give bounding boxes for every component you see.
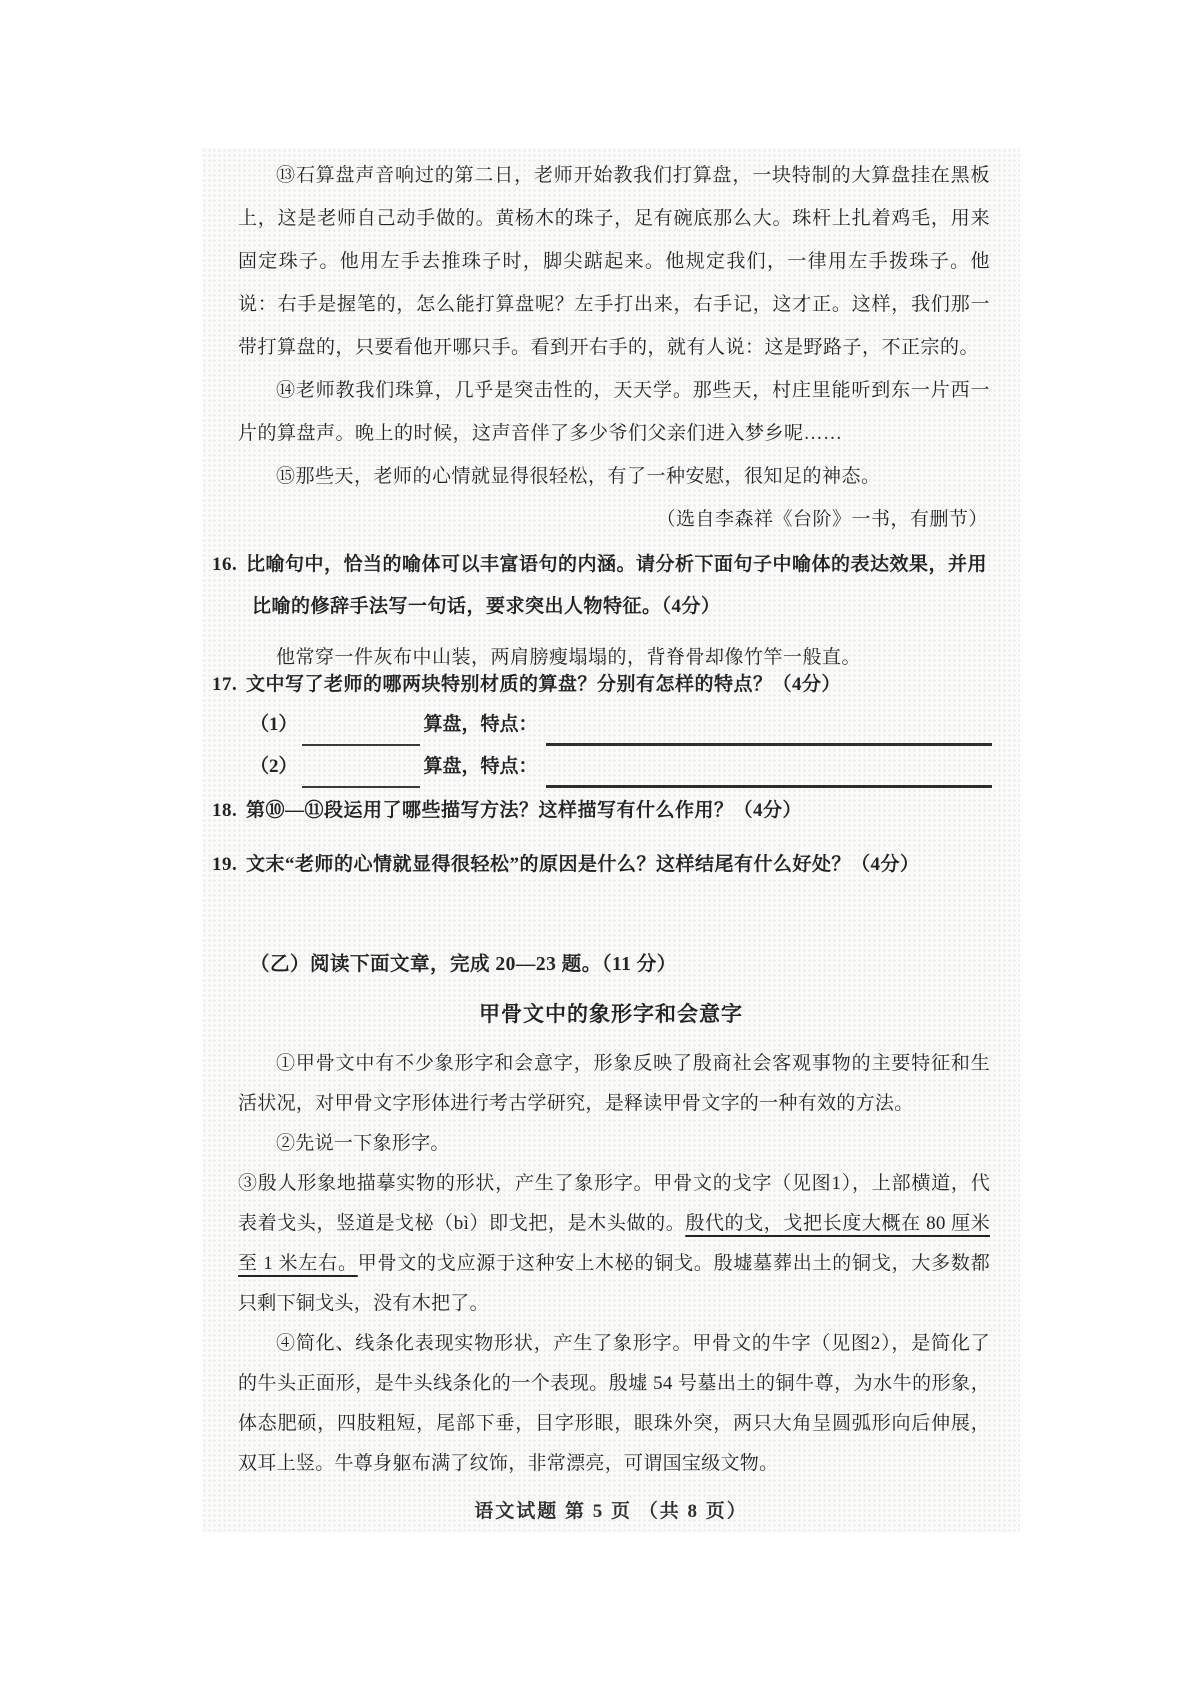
article-paragraph-3-underlined: 殷代的戈，戈把长度大概在 80 厘米至 1 米左右。 bbox=[238, 1213, 990, 1274]
question-17-number: 17. bbox=[212, 674, 238, 695]
question-19-text: 文末“老师的心情就显得很轻松”的原因是什么？这样结尾有什么好处？（4分） bbox=[246, 854, 920, 875]
question-17 bbox=[212, 664, 990, 706]
answer-blank-long bbox=[546, 712, 992, 746]
article-paragraph-3 bbox=[238, 1164, 990, 1324]
question-17-item-1 bbox=[250, 704, 992, 746]
section-yi-article-title: 甲骨文中的象形字和会意字 bbox=[479, 1002, 743, 1026]
article-paragraph-1-text: ①甲骨文中有不少象形字和会意字，形象反映了殷商社会客观事物的主要特征和生活状况，对甲骨文字形体进行考古学研究，是释读甲骨文字的一种有效的方法。 bbox=[238, 1053, 990, 1114]
question-19 bbox=[212, 844, 990, 886]
question-19-number: 19. bbox=[212, 854, 238, 875]
item-1-label: 算盘，特点： bbox=[423, 714, 538, 735]
question-16-text: 比喻句中，恰当的喻体可以丰富语句的内涵。请分析下面句子中喻体的表达效果，并用比喻的修辞手法写一句话，要求突出人物特征。（4分） bbox=[246, 554, 988, 617]
passage-paragraph-13: ⑬石算盘声音响过的第二日，老师开始教我们打算盘，一块特制的大算盘挂在黑板上，这是老师自己动手做的。黄杨木的珠子，足有碗底那么大。珠杆上扎着鸡毛，用来固定珠子。他用左手去推珠子时，脚尖踮起来。他规定我们，一律用左手拨珠子。他说：右手是握笔的，怎么能打算盘呢？左手打出来，右手记，这才正。这样，我们那一带打算盘的，只要看他开哪只手。看到开右手的，就有人说：这是野路子，不正宗的。 bbox=[238, 165, 990, 358]
article-paragraph-2 bbox=[238, 1124, 990, 1164]
answer-blank-long bbox=[546, 754, 992, 788]
answer-blank-short bbox=[302, 754, 420, 788]
question-17-item-2 bbox=[250, 746, 992, 788]
article-paragraph-2-text: ②先说一下象形字。 bbox=[276, 1133, 450, 1154]
passage-paragraph-14: ⑭老师教我们珠算，几乎是突击性的，天天学。那些天，村庄里能听到东一片西一片的算盘声。晚上的时候，这声音伴了多少爷们父亲们进入梦乡呢…… bbox=[238, 380, 990, 444]
question-17-text: 文中写了老师的哪两块特别材质的算盘？分别有怎样的特点？（4分） bbox=[246, 674, 842, 695]
article-paragraph-3-lead: ③殷人形象地描摹实物的形状，产生了象形字。甲骨文的戈字（见图1），上部横道，代表着戈头，竖道是戈柲（bì）即戈把，是木头做的。 bbox=[238, 1173, 990, 1234]
question-18 bbox=[212, 790, 990, 832]
question-18-number: 18. bbox=[212, 800, 238, 821]
question-16-number: 16. bbox=[212, 554, 238, 575]
passage-paragraph-15: ⑮那些天，老师的心情就显得很轻松，有了一种安慰，很知足的神态。 bbox=[276, 466, 881, 487]
question-16 bbox=[212, 544, 990, 628]
question-18-text: 第⑩—⑪段运用了哪些描写方法？这样描写有什么作用？（4分） bbox=[246, 800, 803, 821]
answer-blank-short bbox=[302, 712, 420, 746]
page-footer: 语文试题 第 5 页 （共 8 页） bbox=[474, 1501, 748, 1522]
item-2-prefix: （2） bbox=[250, 756, 298, 777]
exam-page bbox=[202, 148, 1020, 1532]
question-16-example-sentence: 他常穿一件灰布中山装，两肩膀瘦塌塌的，背脊骨却像竹竿一般直。 bbox=[276, 647, 862, 668]
source-attribution: （选自李森祥《台阶》一书，有删节） bbox=[656, 509, 988, 530]
item-2-label: 算盘，特点： bbox=[423, 756, 538, 777]
article-paragraph-1 bbox=[238, 1044, 990, 1124]
article-paragraph-3-tail: 甲骨文的戈应源于这种安上木柲的铜戈。殷墟墓葬出土的铜戈，大多数都只剩下铜戈头，没有木把了。 bbox=[238, 1253, 990, 1314]
article-paragraph-4 bbox=[238, 1324, 990, 1484]
section-yi-heading: （乙）阅读下面文章，完成 20—23 题。（11 分） bbox=[250, 954, 677, 975]
article-paragraph-4-text: ④简化、线条化表现实物形状，产生了象形字。甲骨文的牛字（见图2），是简化了的牛头正面形，是牛头线条化的一个表现。殷墟 54 号墓出土的铜牛尊，为水牛的形象，体态肥硕，四肢粗短，尾部下垂，目字形眼，眼珠外突，两只大角呈圆弧形向后伸展，双耳上竖。牛尊身躯布满了纹饰，非常漂亮，可谓国宝级文物。 bbox=[238, 1333, 990, 1474]
item-1-prefix: （1） bbox=[250, 714, 298, 735]
passage-jia bbox=[238, 154, 990, 541]
